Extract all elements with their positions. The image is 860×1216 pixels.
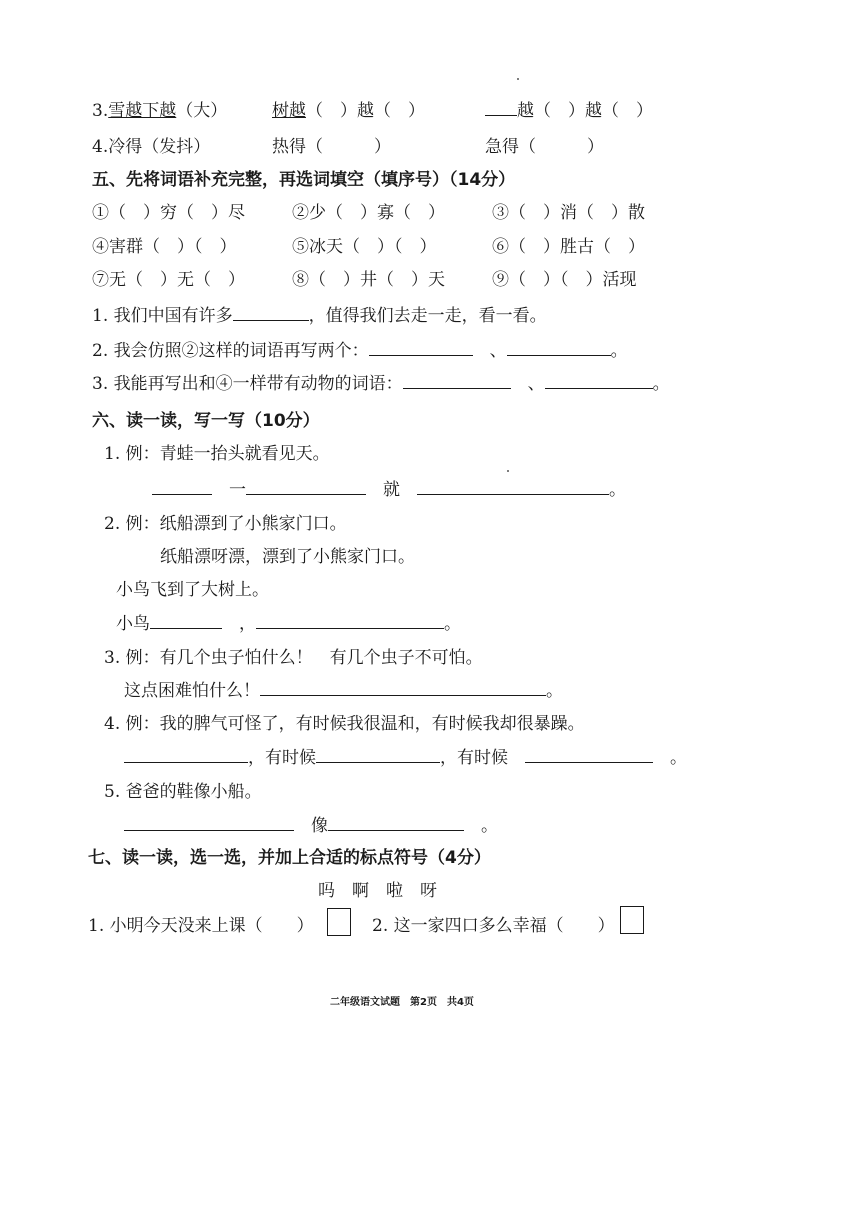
idiom-6: ⑥（ ）胜古（ ） — [492, 237, 645, 257]
answer-blank[interactable] — [485, 99, 517, 116]
q4-row3-example: 雪越下越 — [108, 101, 177, 121]
scan-speck — [517, 78, 519, 80]
answer-blank[interactable] — [246, 478, 366, 495]
s6-q3-example: 3. 例：有几个虫子怕什么！ 有几个虫子不可怕。 — [104, 648, 483, 668]
answer-blank[interactable] — [124, 814, 294, 831]
idiom-1: ①（ ）穷（ ）尽 — [92, 203, 245, 223]
answer-blank[interactable] — [545, 372, 653, 389]
answer-blank[interactable] — [328, 814, 464, 831]
q4-row4-c: 急得（ ） — [485, 137, 604, 157]
idiom-7: ⑦无（ ）无（ ） — [92, 270, 245, 290]
s6-q4-answer: ，有时候 ，有时候 。 — [124, 746, 687, 770]
s7-q1: 1. 小明今天没来上课（ ） — [88, 916, 314, 936]
answer-blank[interactable] — [260, 679, 546, 696]
section-7-title: 七、读一读，选一选，并加上合适的标点符号（4分） — [88, 848, 491, 868]
scan-speck — [507, 470, 509, 472]
idiom-2: ②少（ ）寡（ ） — [292, 203, 445, 223]
answer-blank[interactable] — [150, 612, 222, 629]
punctuation-box-1[interactable] — [327, 908, 351, 936]
s5-q1: 1. 我们中国有许多 ，值得我们去走一走，看一看。 — [92, 306, 547, 326]
answer-blank[interactable] — [507, 339, 611, 356]
s5-q3: 3. 我能再写出和④一样带有动物的词语： 、 。 — [92, 374, 670, 394]
s6-q3-answer: 这点困难怕什么！ 。 — [124, 681, 563, 701]
idiom-8: ⑧（ ）井（ ）天 — [292, 270, 445, 290]
s6-q2-example: 2. 例：纸船漂到了小熊家门口。 — [104, 514, 347, 534]
section-5-title: 五、先将词语补充完整，再选词填空（填序号）（14分） — [92, 170, 516, 190]
page-footer: 二年级语文试题 第2页 共4页 — [330, 997, 474, 1008]
answer-blank[interactable] — [369, 339, 473, 356]
answer-blank[interactable] — [417, 478, 609, 495]
idiom-3: ③（ ）消（ ）散 — [492, 203, 645, 223]
s6-q1-answer: 一 就 。 — [152, 478, 626, 502]
s6-q2-answer: 小鸟 ， 。 — [116, 614, 461, 634]
idiom-9: ⑨（ ）（ ）活现 — [492, 270, 637, 290]
s5-q2: 2. 我会仿照②这样的词语再写两个： 、 。 — [92, 341, 628, 361]
s6-q5-example: 5. 爸爸的鞋像小船。 — [104, 782, 262, 802]
s6-q5-answer: 像 。 — [124, 814, 498, 838]
q4-row4-a: 4.冷得（发抖） — [92, 137, 211, 157]
answer-blank[interactable] — [124, 746, 248, 763]
answer-blank[interactable] — [525, 746, 653, 763]
q4-row3-part3: 越（ ）越（ ） — [485, 99, 653, 123]
idiom-5: ⑤冰天（ ）（ ） — [292, 237, 437, 257]
answer-blank[interactable] — [403, 372, 511, 389]
q4-row3: 3.雪越下越（大） — [92, 101, 228, 121]
idiom-4: ④害群（ ）（ ） — [92, 237, 237, 257]
s7-q2: 2. 这一家四口多么幸福（ ） — [372, 916, 615, 936]
answer-blank[interactable] — [152, 478, 212, 495]
s6-q1-example: 1. 例：青蛙一抬头就看见天。 — [104, 444, 330, 464]
s6-q4-example: 4. 例：我的脾气可怪了，有时候我很温和，有时候我却很暴躁。 — [104, 714, 585, 734]
punctuation-box-2[interactable] — [620, 906, 644, 934]
answer-blank[interactable] — [233, 304, 309, 321]
answer-blank[interactable] — [256, 612, 444, 629]
s7-word-choices: 吗 啊 啦 呀 — [318, 881, 437, 901]
answer-blank[interactable] — [316, 746, 440, 763]
s6-q2-sentence: 小鸟飞到了大树上。 — [116, 580, 269, 600]
q4-row3-part2: 树越（ ）越（ ） — [272, 101, 425, 121]
section-6-title: 六、读一读，写一写（10分） — [92, 411, 320, 431]
q4-row4-b: 热得（ ） — [272, 137, 391, 157]
s6-q2-example2: 纸船漂呀漂，漂到了小熊家门口。 — [160, 547, 415, 567]
